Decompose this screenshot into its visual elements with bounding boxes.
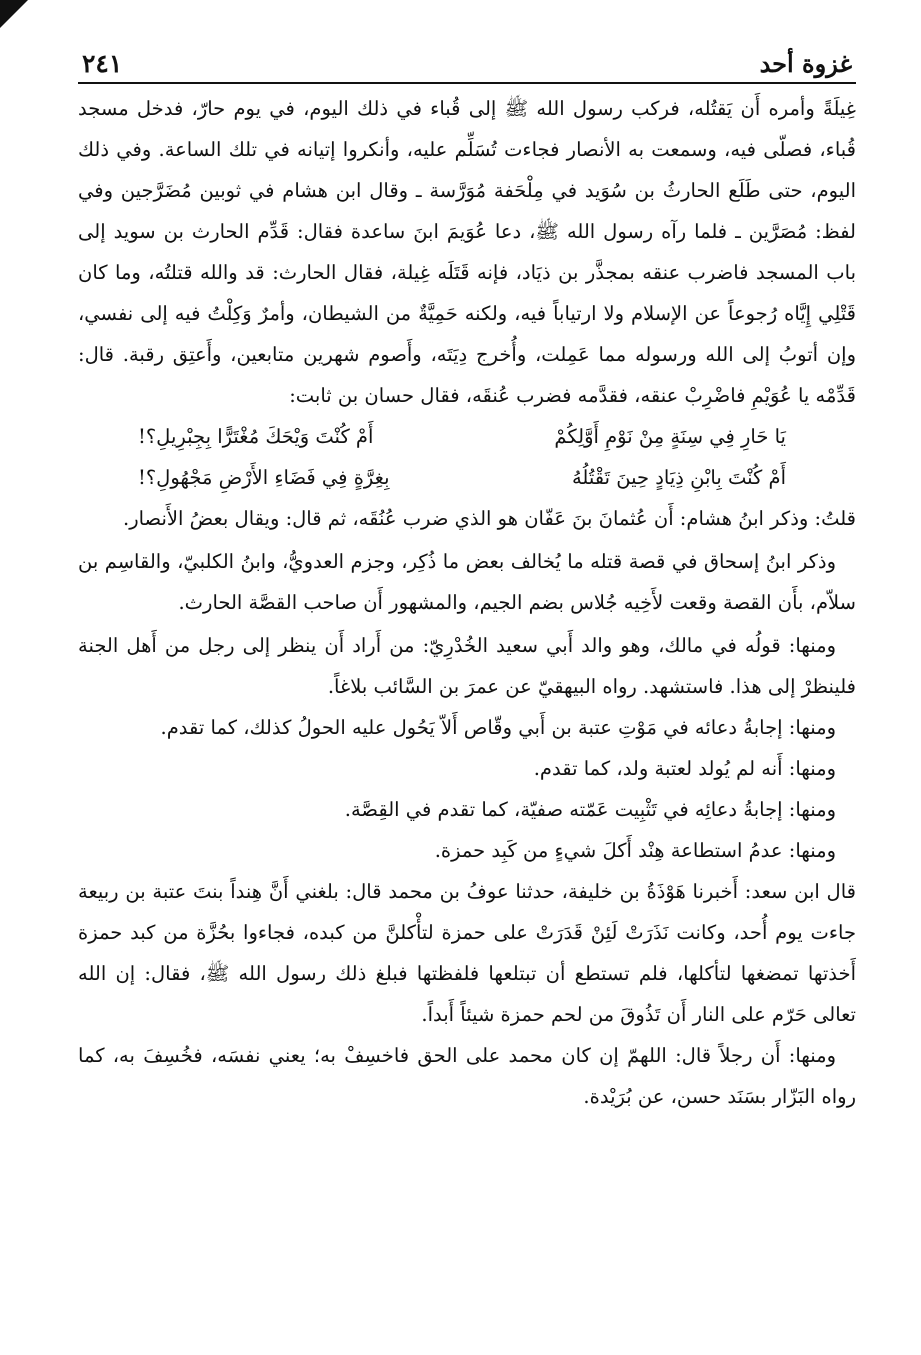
poem-verse-2	[138, 457, 786, 498]
paragraph-bazzar: ومنها: أَن رجلاً قال: اللهمّ إن كان محمد على الحق فاخسِفْ به؛ يعني نفسَه، فخُسِفَ به، كما رواه البَزّار بسَنَد حسن، عن بُرَيْدة.	[78, 1044, 856, 1108]
paragraph-ibn-ishaq: وذكر ابنُ إسحاق في قصة قتله ما يُخالف بعض ما ذُكِر، وجزم العدويُّ، وابنُ الكلبيّ، والقاسِم بن سلاّم، بأَن القصة وقعت لأَخِيه جُلاس بضم الجيم، والمشهور أَن صاحب القصَّة الحارث.	[78, 550, 856, 614]
paragraph-utba-death: ومنها: إجابةُ دعائه في مَوْتِ عتبة بن أَبي وقّاص أَلاّ يَحُول عليه الحولُ كذلك، كما تقدم.	[160, 716, 836, 739]
poem-verse-1	[138, 416, 786, 457]
page-number: ٢٤١	[82, 49, 123, 78]
paragraph-safiyya: ومنها: إجابةُ دعائِه في تَثْبِيت عَمّته صفيّة، كما تقدم في القِصَّة.	[344, 798, 836, 821]
poem-hemistich: بِغِرَّةٍ فِي فَضَاءِ الأَرْضِ مَجْهُولِ؟!	[138, 466, 390, 489]
poem-hemistich: أَمْ كُنْتَ وَيْحَكَ مُغْتَرًّا بِجِبْرِيلِ؟!	[138, 425, 374, 448]
paragraph-ibn-saad: قال ابن سعد: أَخبرنا هَوْذَةُ بن خليفة، حدثنا عوفُ بن محمد قال: بلغني أَنَّ هِنداً بنتَ عتبة بن ربيعة جاءت يوم أُحد، وكانت نَذَرَتْ لَئِنْ قَدَرَتْ على حمزة لتأْكلنَّ من كبده، فجاءوا بحُزَّة من كبد حمزة أَخذتها تمضغها لتأكلها، فلم تستطع أن تبتلعها فلفظتها فبلغ ذلك رسول الله ﷺ، فقال: إن الله تعالى حَرّم على النار أَن تَذُوقَ من لحم حمزة شيئاً أَبداً.	[78, 880, 856, 1026]
paragraph-1: غِيلَةً وأمره أَن يَقتُله، فركب رسول الله ﷺ إلى قُباء في ذلك اليوم، في يوم حارّ، فدخل مسجد قُباء، فصلّى فيه، وسمعت به الأنصار فجاءت تُسَلِّم عليه، وأنكروا إتيانه في تلك الساعة. وفي ذلك اليوم، حتى طَلَع الحارثُ بن سُوَيد في مِلْحَفة مُوَرَّسة ـ وقال ابن هشام في ثوبين مُضَرَّجين وفي لفظ: مُصَرَّين ـ فلما رآه رسول الله ﷺ، دعا عُوَيمَ ابنَ ساعدة فقال: قَدِّم الحارث بن سويد إلى باب المسجد فاضرب عنقه بمجذَّر بن ذيَاد، فإنه قَتَلَه غِيلة، فقال الحارث: قد والله قتلتُه، وما كان قَتْلِي إِيَّاه رُجوعاً عن الإسلام ولا ارتياباً فيه، ولكنه حَمِيَّةٌ من الشيطان، وأمرٌ وَكِلْتُ فيه إلى نفسي، وإن أتوبُ إلى الله ورسوله مما عَمِلت، وأُخرج دِيَتَه، وأَصوم شهرين متابعين، وأَعتِق رقبة. قال: قَدِّمْه يا عُوَيْمِ فاضْرِبْ عنقه، فقدَّمه فضرب عُنقَه، فقال حسان بن ثابت:	[78, 97, 856, 407]
chapter-title: غزوة أحد	[759, 49, 852, 78]
page-body	[78, 88, 856, 1117]
paragraph-malik: ومنها: قولُه في مالك، وهو والد أَبي سعيد الخُدْرِيّ: من أَراد أَن ينظر إلى رجل من أَهل الجنة فلينظرْ إلى هذا. فاستشهد. رواه البيهقيّ عن عمرَ بن السَّائب بلاغاً.	[78, 634, 856, 698]
paragraph-ibn-hisham: قلتُ: وذكر ابنُ هشام: أَن عُثمانَ بنَ عَفّان هو الذي ضرب عُنُقَه، ثم قال: ويقال بعضُ الأَنصار.	[123, 507, 856, 530]
page-corner-mark	[0, 0, 28, 28]
poem	[78, 416, 856, 498]
poem-hemistich: أَمْ كُنْتَ بِابْنِ ذِيَادٍ حِينَ تَقْتُلُهُ	[571, 466, 786, 489]
page-header	[78, 30, 856, 84]
book-page	[78, 30, 856, 1117]
poem-hemistich: يَا حَارِ فِي سِنَةٍ مِنْ نَوْمِ أَوَّلِكُمْ	[554, 425, 786, 448]
paragraph-utba-child: ومنها: أَنه لم يُولد لعتبة ولد، كما تقدم.	[533, 757, 836, 780]
paragraph-hind: ومنها: عدمُ استطاعة هِنْد أَكلَ شيءٍ من كَبِد حمزة.	[434, 839, 836, 862]
